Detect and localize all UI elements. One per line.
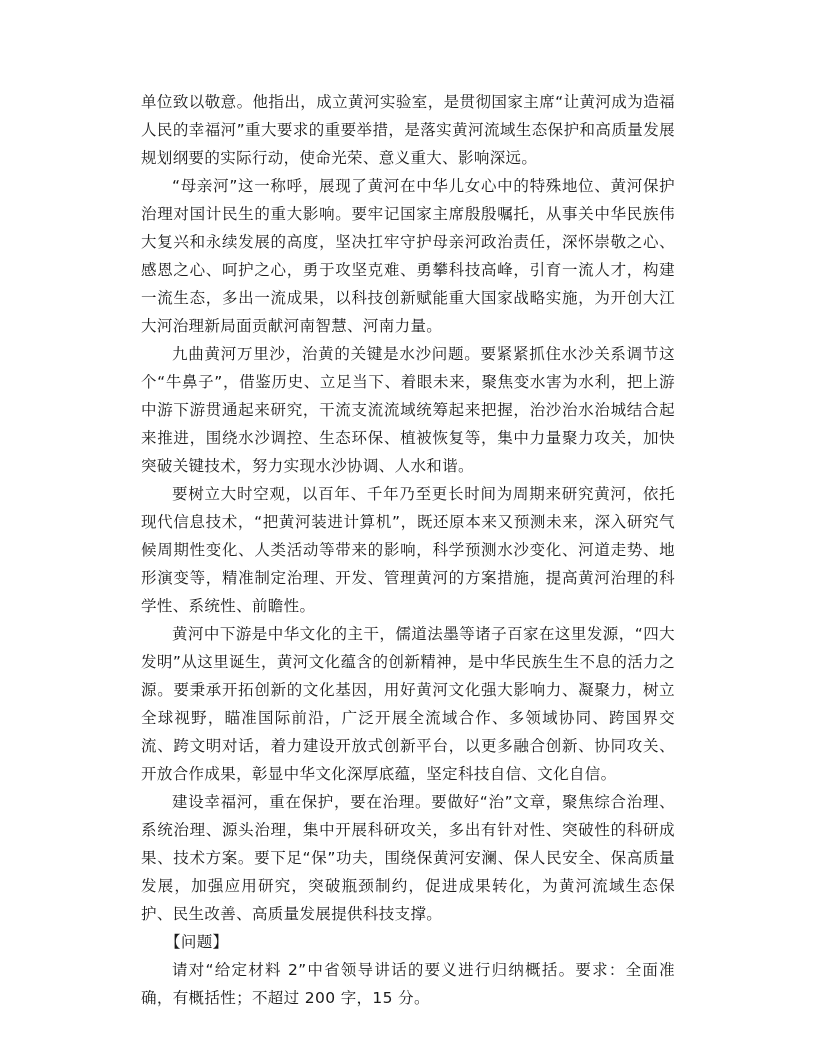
paragraph-continuation: 单位致以敬意。他指出，成立黄河实验室，是贯彻国家主席“让黄河成为造福人民的幸福河”重大要求的重要举措，是落实黄河流域生态保护和高质量发展规划纲要的实际行动，使命光荣、意义重大、影响深远。 xyxy=(141,93,675,167)
paragraph-mother-river: “母亲河”这一称呼，展现了黄河在中华儿女心中的特殊地位、黄河保护治理对国计民生的重大影响。要牢记国家主席殷殷嘱托，从事关中华民族伟大复兴和永续发展的高度，坚决扛牢守护母亲河政治责任，深怀崇敬之心、感恩之心、呵护之心，勇于攻坚克难、勇攀科技高峰，引育一流人才，构建一流生态，多出一流成果，以科技创新赋能重大国家战略实施，为开创大江大河治理新局面贡献河南智慧、河南力量。 xyxy=(141,177,675,335)
question-heading: 【问题】 xyxy=(165,933,229,951)
document-page xyxy=(141,88,675,1012)
question-text: 请对“给定材料 2”中省领导讲话的要义进行归纳概括。要求：全面准确，有概括性；不超过 200 字，15 分。 xyxy=(141,961,675,1007)
paragraph-water-sand: 九曲黄河万里沙，治黄的关键是水沙问题。要紧紧抓住水沙关系调节这个“牛鼻子”，借鉴历史、立足当下、着眼未来，聚焦变水害为水利，把上游中游下游贯通起来研究，干流支流流域统筹起来把握，治沙治水治城结合起来推进，围绕水沙调控、生态环保、植被恢复等，集中力量聚力攻关，加快突破关键技术，努力实现水沙协调、人水和谐。 xyxy=(141,345,675,475)
paragraph-happy-river: 建设幸福河，重在保护，要在治理。要做好“治”文章，聚焦综合治理、系统治理、源头治理，集中开展科研攻关，多出有针对性、突破性的科研成果、技术方案。要下足“保”功夫，围绕保黄河安澜、保人民安全、保高质量发展，加强应用研究，突破瓶颈制约，促进成果转化，为黄河流域生态保护、民生改善、高质量发展提供科技支撑。 xyxy=(141,793,675,923)
paragraph-culture: 黄河中下游是中华文化的主干，儒道法墨等诸子百家在这里发源，“四大发明”从这里诞生，黄河文化蕴含的创新精神，是中华民族生生不息的活力之源。要秉承开拓创新的文化基因，用好黄河文化强大影响力、凝聚力，树立全球视野，瞄准国际前沿，广泛开展全流域合作、多领域协同、跨国界交流、跨文明对话，着力建设开放式创新平台，以更多融合创新、协同攻关、开放合作成果，彰显中华文化深厚底蕴，坚定科技自信、文化自信。 xyxy=(141,625,675,783)
paragraph-time-space: 要树立大时空观，以百年、千年乃至更长时间为周期来研究黄河，依托现代信息技术，“把黄河装进计算机”，既还原本来又预测未来，深入研究气候周期性变化、人类活动等带来的影响，科学预测水沙变化、河道走势、地形演变等，精准制定治理、开发、管理黄河的方案措施，提高黄河治理的科学性、系统性、前瞻性。 xyxy=(141,485,675,615)
